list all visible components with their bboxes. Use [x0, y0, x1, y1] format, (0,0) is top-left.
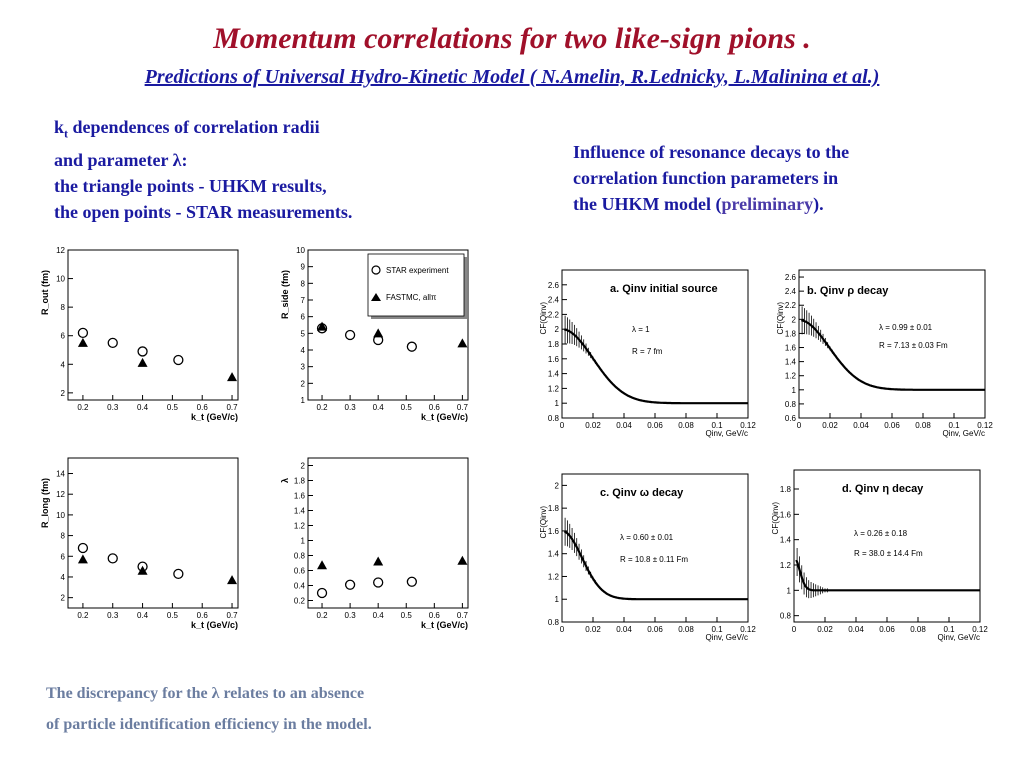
y-tick-label: 1.8	[293, 476, 305, 486]
y-tick-label: 4	[300, 346, 305, 355]
panel-label: b. Qinv ρ decay	[807, 285, 889, 297]
chart-cf-omega-decay	[538, 466, 758, 646]
x-tick-label: 0.12	[740, 421, 756, 430]
x-tick-label: 0.06	[647, 421, 663, 430]
radius-value: R = 10.8 ± 0.11 Fm	[620, 555, 689, 564]
x-tick-label: 0.7	[456, 403, 468, 412]
y-tick-label: 0.6	[784, 414, 796, 423]
left-desc-line-3: the triangle points - UHKM results,	[54, 175, 327, 196]
right-description	[573, 139, 849, 217]
star-point	[174, 569, 183, 578]
right-desc-line-3-pre: the UHKM model (	[573, 194, 722, 214]
y-tick-label: 2.2	[784, 301, 796, 311]
y-axis-label: R_side (fm)	[280, 270, 290, 320]
y-tick-label: 4	[60, 572, 65, 582]
kt-t: t	[64, 126, 69, 141]
y-tick-label: 2.4	[784, 287, 796, 297]
y-tick-label: 1.8	[779, 485, 791, 494]
legend-star-marker	[372, 266, 380, 274]
x-tick-label: 0.5	[400, 403, 412, 412]
x-tick-label: 0.3	[107, 403, 119, 412]
panel-label: c. Qinv ω decay	[600, 487, 684, 499]
y-axis-label: CF(Qinv)	[539, 506, 548, 539]
x-tick-label: 0	[791, 625, 797, 634]
y-tick-label: 2	[554, 325, 559, 335]
chart-rout	[38, 240, 248, 430]
star-point	[78, 544, 87, 553]
x-tick-label: 0.08	[678, 421, 694, 430]
star-point	[407, 342, 416, 351]
x-tick-label: 0.08	[915, 421, 931, 430]
x-tick-label: 0.06	[879, 625, 895, 634]
y-tick-label: 2.2	[547, 310, 559, 320]
y-axis-label: R_out (fm)	[40, 270, 50, 315]
y-tick-label: 14	[56, 469, 65, 479]
y-tick-label: 2	[554, 481, 559, 491]
x-tick-label: 0.02	[817, 625, 833, 634]
radius-value: R = 38.0 ± 14.4 Fm	[854, 549, 923, 558]
x-tick-label: 0.1	[711, 421, 723, 430]
y-tick-label: 12	[56, 490, 65, 500]
x-tick-label: 0.6	[196, 403, 208, 412]
x-axis-label: k_t (GeV/c)	[190, 620, 238, 630]
y-tick-label: 6	[60, 552, 65, 562]
y-tick-label: 6	[300, 312, 305, 322]
x-axis-label: k_t (GeV/c)	[190, 412, 238, 422]
y-tick-label: 2	[300, 461, 305, 471]
y-tick-label: 0.8	[547, 618, 559, 627]
left-description	[54, 114, 352, 225]
y-tick-label: 10	[56, 510, 65, 520]
star-point	[407, 577, 416, 586]
legend-fast-label: FASTMC, allπ	[386, 293, 437, 302]
y-tick-label: 2	[300, 379, 305, 389]
chart-rlong	[38, 448, 248, 638]
y-tick-label: 1.2	[547, 384, 559, 394]
y-tick-label: 1.6	[293, 491, 305, 501]
x-tick-label: 0.1	[948, 421, 960, 430]
x-tick-label: 0.6	[196, 611, 208, 620]
x-tick-label: 0.3	[344, 403, 356, 412]
left-desc-line-1	[54, 114, 352, 147]
x-tick-label: 0.7	[226, 403, 238, 412]
radius-value: R = 7 fm	[632, 347, 663, 356]
y-tick-label: 1.6	[547, 526, 559, 536]
panel-label: a. Qinv initial source	[610, 283, 718, 295]
y-tick-label: 5	[300, 329, 305, 339]
x-tick-label: 0.3	[107, 611, 119, 620]
y-tick-label: 12	[56, 246, 65, 255]
y-tick-label: 0.8	[784, 399, 796, 409]
y-tick-label: 1.8	[547, 504, 559, 514]
x-tick-label: 0.5	[400, 611, 412, 620]
chart-rside	[278, 240, 478, 430]
x-tick-label: 0.04	[616, 625, 632, 634]
x-tick-label: 0.1	[711, 625, 723, 634]
y-tick-label: 2	[791, 315, 796, 325]
legend-box	[368, 254, 464, 316]
y-tick-label: 1.6	[784, 343, 796, 353]
x-axis-label: k_t (GeV/c)	[420, 412, 468, 422]
page-title: Momentum correlations for two like-sign pions .	[213, 22, 811, 55]
star-point	[78, 328, 87, 337]
x-tick-label: 0.2	[77, 403, 89, 412]
y-tick-label: 1.6	[779, 510, 791, 520]
lambda-value: λ = 1	[632, 325, 650, 334]
y-tick-label: 1.4	[293, 506, 305, 516]
star-point	[374, 578, 383, 587]
panel-label: d. Qinv η decay	[842, 483, 924, 495]
left-desc-line-4: the open points - STAR measurements.	[54, 201, 353, 222]
y-tick-label: 1	[300, 536, 305, 546]
x-tick-label: 0.2	[316, 611, 328, 620]
y-tick-label: 0.4	[293, 581, 305, 591]
x-axis-label: Qinv, GeV/c	[705, 429, 748, 438]
y-tick-label: 8	[60, 531, 65, 541]
y-tick-label: 1.2	[547, 572, 559, 582]
y-tick-label: 1.8	[547, 340, 559, 349]
y-tick-label: 1	[786, 586, 791, 596]
y-tick-label: 10	[296, 246, 305, 255]
x-axis-label: k_t (GeV/c)	[420, 620, 468, 630]
y-tick-label: 4	[60, 360, 65, 370]
y-tick-label: 1.8	[784, 329, 796, 339]
y-tick-label: 9	[300, 262, 305, 272]
x-tick-label: 0.06	[647, 625, 663, 634]
right-desc-line-1: Influence of resonance decays to the	[573, 142, 850, 162]
y-tick-label: 1.4	[779, 535, 791, 545]
star-point	[108, 338, 117, 347]
y-tick-label: 1.4	[547, 369, 559, 379]
x-tick-label: 0.04	[853, 421, 869, 430]
page-subtitle: Predictions of Universal Hydro-Kinetic Model ( N.Amelin, R.Lednicky, L.Malinina et al.)	[144, 66, 880, 88]
y-tick-label: 7	[300, 296, 305, 305]
y-tick-label: 1	[300, 396, 305, 405]
y-tick-label: 1.4	[784, 357, 796, 367]
y-tick-label: 1	[791, 385, 796, 395]
y-tick-label: 1.2	[293, 521, 305, 531]
radius-value: R = 7.13 ± 0.03 Fm	[879, 341, 948, 350]
y-tick-label: 2.4	[547, 295, 559, 305]
x-tick-label: 0.4	[372, 611, 384, 620]
plot-frame	[308, 458, 468, 608]
y-tick-label: 0.8	[293, 551, 305, 561]
chart-cf-rho-decay	[775, 262, 995, 442]
star-point	[138, 347, 147, 356]
x-tick-label: 0.6	[428, 403, 440, 412]
lambda-value: λ = 0.26 ± 0.18	[854, 529, 908, 538]
discrepancy-note	[46, 678, 372, 740]
plot-frame	[68, 458, 238, 608]
y-tick-label: 10	[56, 274, 65, 284]
star-point	[318, 589, 327, 598]
right-desc-line-2: correlation function parameters in	[573, 168, 839, 188]
right-desc-line-3-post: ).	[813, 194, 824, 214]
x-tick-label: 0.06	[884, 421, 900, 430]
chart-cf-eta-decay	[770, 462, 990, 646]
right-desc-line-3	[573, 191, 849, 217]
x-axis-label: Qinv, GeV/c	[937, 633, 980, 642]
x-tick-label: 0.3	[344, 611, 356, 620]
x-tick-label: 0	[559, 625, 565, 634]
y-tick-label: 2.6	[784, 273, 796, 283]
preliminary-word: preliminary	[721, 194, 814, 214]
x-tick-label: 0.4	[372, 403, 384, 412]
x-axis-label: Qinv, GeV/c	[705, 633, 748, 642]
x-tick-label: 0.12	[977, 421, 993, 430]
x-tick-label: 0.02	[585, 421, 601, 430]
x-tick-label: 0.7	[456, 611, 468, 620]
plot-frame	[68, 250, 238, 400]
x-tick-label: 0.5	[166, 403, 178, 412]
x-tick-label: 0	[559, 421, 565, 430]
note-line-2: of particle identification efficiency in the model.	[46, 716, 372, 733]
note-line-1: The discrepancy for the λ relates to an absence	[46, 685, 365, 702]
x-tick-label: 0.2	[77, 611, 89, 620]
x-tick-label: 0.04	[848, 625, 864, 634]
legend-star-label: STAR experiment	[386, 266, 449, 275]
left-desc-line-1-rest: dependences of correlation radii	[68, 117, 320, 137]
y-tick-label: 1.6	[547, 354, 559, 364]
x-tick-label: 0.7	[226, 611, 238, 620]
y-tick-label: 1.2	[784, 371, 796, 381]
lambda-value: λ = 0.99 ± 0.01	[879, 323, 933, 332]
x-tick-label: 0.1	[943, 625, 955, 634]
y-tick-label: 6	[60, 331, 65, 341]
lambda-value: λ = 0.60 ± 0.01	[620, 533, 674, 542]
star-point	[346, 580, 355, 589]
y-axis-label: CF(Qinv)	[539, 302, 548, 335]
x-tick-label: 0.4	[136, 611, 149, 620]
star-point	[346, 331, 355, 340]
chart-lambda	[278, 448, 478, 638]
y-tick-label: 1	[554, 595, 559, 605]
y-tick-label: 3	[300, 362, 305, 372]
y-tick-label: 1	[554, 399, 559, 409]
chart-cf-initial-source	[538, 262, 758, 442]
kt-k: k	[54, 117, 65, 137]
x-tick-label: 0	[796, 421, 802, 430]
y-axis-label: λ	[280, 478, 290, 484]
y-tick-label: 0.6	[293, 566, 305, 576]
x-tick-label: 0.08	[910, 625, 926, 634]
x-tick-label: 0.02	[585, 625, 601, 634]
x-tick-label: 0.2	[316, 403, 328, 412]
x-tick-label: 0.08	[678, 625, 694, 634]
y-tick-label: 2	[60, 593, 65, 603]
y-axis-label: CF(Qinv)	[771, 502, 780, 535]
x-tick-label: 0.6	[428, 611, 440, 620]
star-point	[108, 554, 117, 563]
y-tick-label: 1.2	[779, 561, 791, 570]
x-tick-label: 0.02	[822, 421, 838, 430]
x-tick-label: 0.5	[166, 611, 178, 620]
x-tick-label: 0.12	[972, 625, 988, 634]
y-tick-label: 0.8	[547, 414, 559, 423]
x-tick-label: 0.4	[136, 403, 149, 412]
y-axis-label: CF(Qinv)	[776, 302, 785, 335]
left-desc-line-2: and parameter λ:	[54, 149, 188, 170]
y-tick-label: 0.2	[293, 596, 305, 606]
x-tick-label: 0.04	[616, 421, 632, 430]
y-axis-label: R_long (fm)	[40, 478, 50, 528]
y-tick-label: 0.8	[779, 611, 791, 621]
y-tick-label: 8	[60, 303, 65, 313]
x-tick-label: 0.12	[740, 625, 756, 634]
y-tick-label: 1.4	[547, 549, 559, 559]
y-tick-label: 2	[60, 388, 65, 398]
star-point	[174, 356, 183, 365]
y-tick-label: 2.6	[547, 280, 559, 290]
y-tick-label: 8	[300, 279, 305, 289]
x-axis-label: Qinv, GeV/c	[942, 429, 985, 438]
